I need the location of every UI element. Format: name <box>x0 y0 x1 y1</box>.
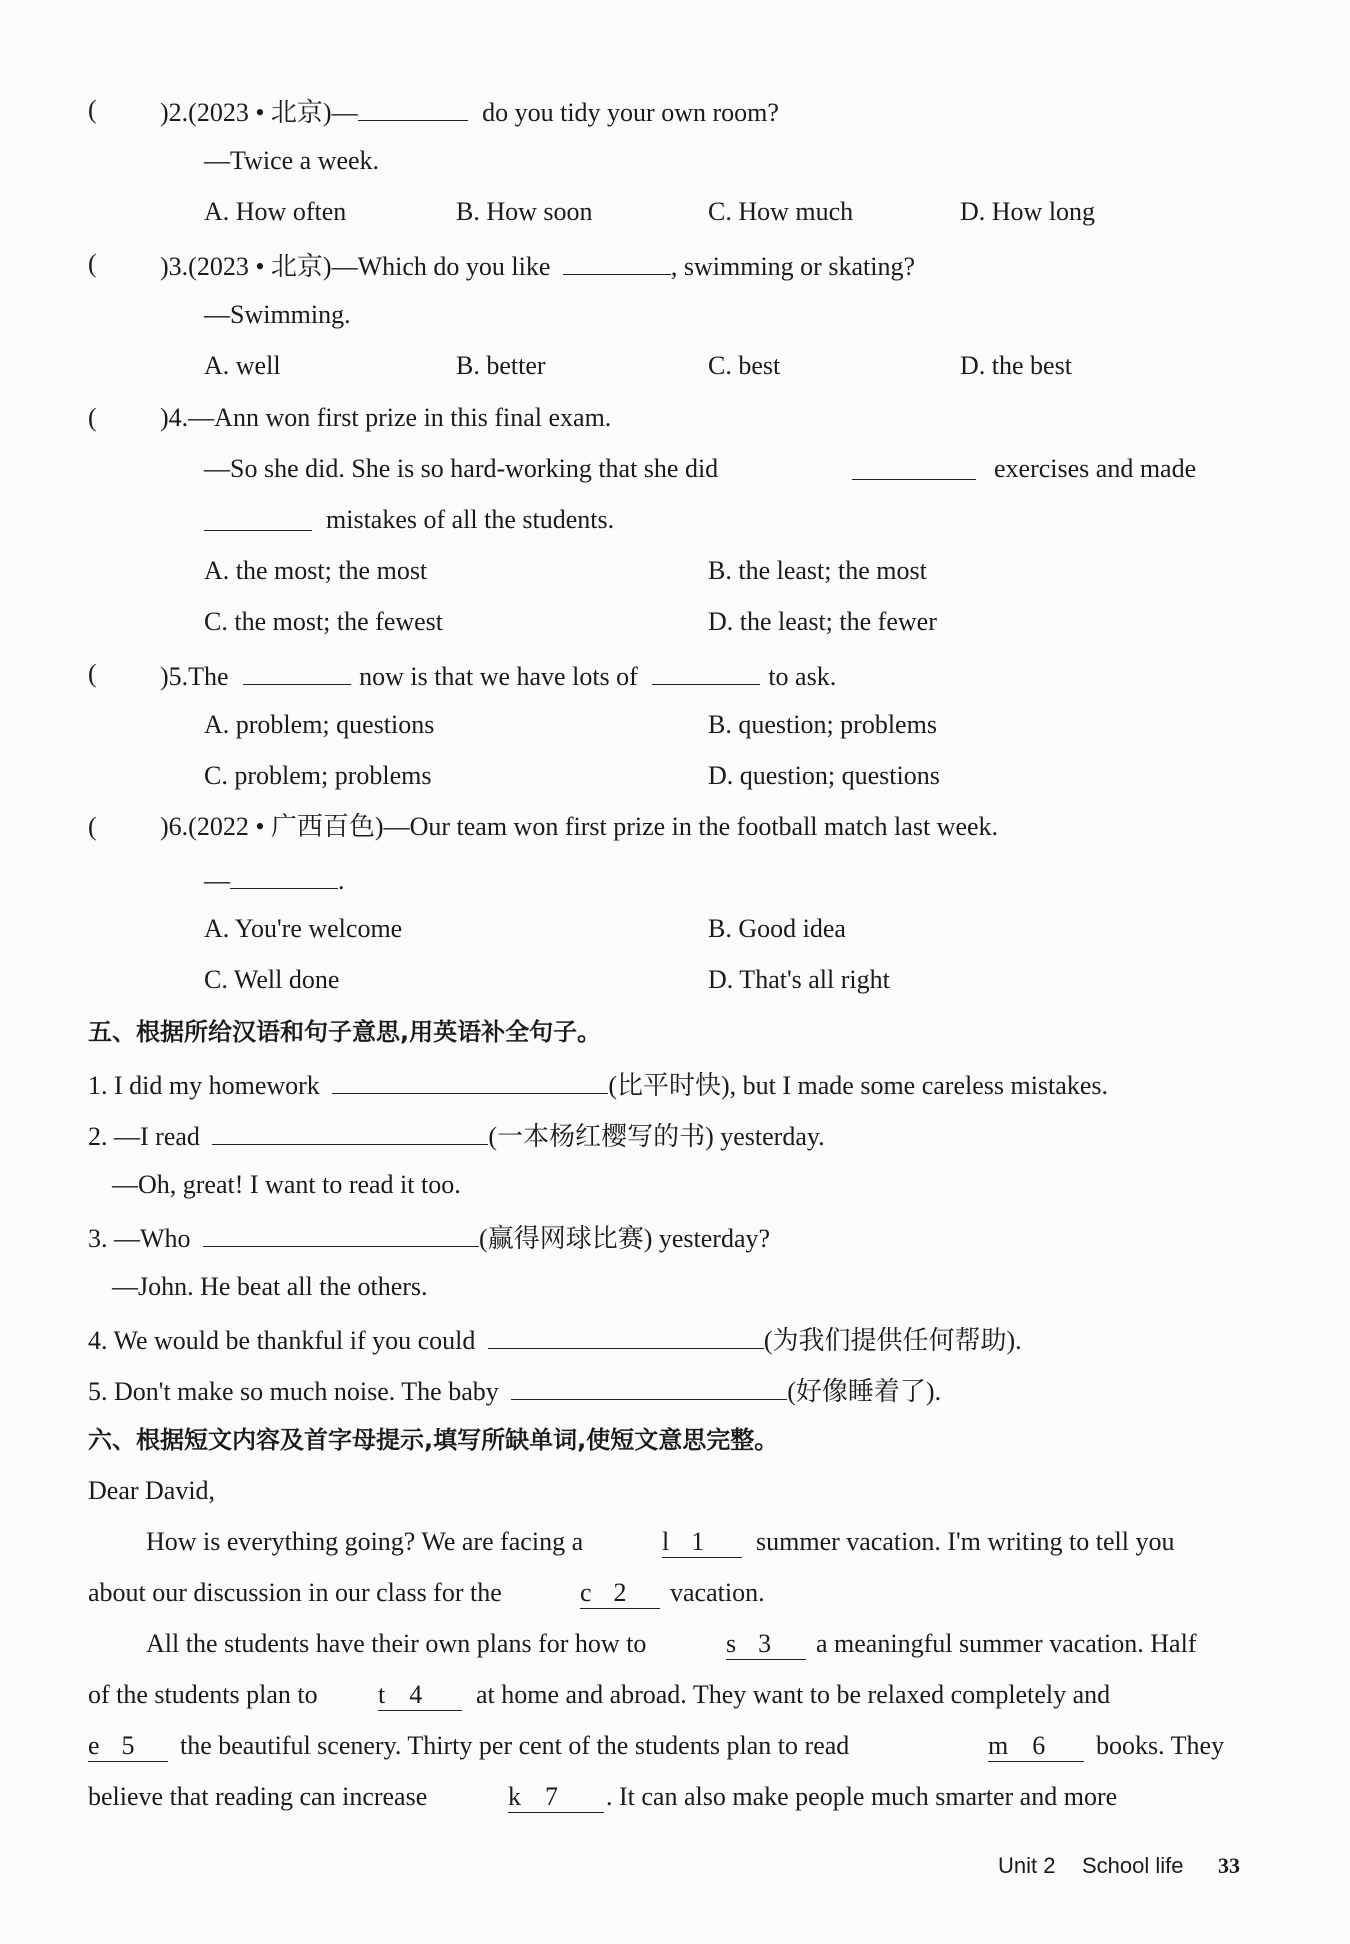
section-5-item-1: 1. I did my homework (比平时快), but I made some careless mistakes. <box>0 1063 1350 1103</box>
option-d[interactable]: D. question; questions <box>708 761 940 790</box>
question-4-reply: —So she did. She is so hard-working that she did exercises and made <box>0 449 1350 489</box>
option-d[interactable]: D. How long <box>960 197 1096 226</box>
option-b[interactable]: B. Good idea <box>708 914 846 943</box>
question-6-reply: — . <box>0 858 1350 898</box>
passage-line-5: e 5 the beautiful scenery. Thirty per cent of the students plan to read m 6 books. They <box>88 1731 1225 1760</box>
option-a[interactable]: A. problem; questions <box>204 710 435 739</box>
answer-blank[interactable] <box>204 500 312 531</box>
option-b[interactable]: B. better <box>456 351 546 380</box>
answer-blank-4[interactable]: t 4 <box>378 1680 462 1711</box>
question-2-options <box>0 192 1350 232</box>
option-b[interactable]: B. How soon <box>456 197 593 226</box>
question-3-options <box>0 346 1350 386</box>
question-5-options-cd <box>0 756 1350 796</box>
option-a[interactable]: A. well <box>204 351 281 380</box>
section-5-heading: 五、根据所给汉语和句子意思,用英语补全句子。 <box>88 1018 602 1046</box>
passage-line-1: How is everything going? We are facing a l 1 summer vacation. I'm writing to tell you <box>146 1527 1175 1556</box>
option-a[interactable]: A. the most; the most <box>204 556 428 585</box>
question-6-stem: ( )6.(2022 • 广西百色)—Our team won first prize in the football match last week. <box>88 812 999 841</box>
option-c[interactable]: C. How much <box>708 197 854 226</box>
footer-title: School life <box>1082 1853 1184 1878</box>
answer-blank[interactable] <box>332 1063 608 1094</box>
option-c[interactable]: C. Well done <box>204 965 340 994</box>
footer-unit: Unit 2 <box>998 1853 1056 1878</box>
question-4-reply-cont: mistakes of all the students. <box>0 500 1350 540</box>
answer-blank-5[interactable]: e 5 <box>88 1731 168 1762</box>
option-a[interactable]: A. You're welcome <box>204 914 403 943</box>
answer-blank[interactable] <box>230 858 338 889</box>
question-6-options-ab <box>0 909 1350 949</box>
question-3-reply: —Swimming. <box>204 300 351 329</box>
option-c[interactable]: C. problem; problems <box>204 761 432 790</box>
section-5-item-2-reply: —Oh, great! I want to read it too. <box>112 1170 461 1199</box>
answer-blank[interactable] <box>203 1216 479 1247</box>
question-4-stem: ( )4.—Ann won first prize in this final exam. <box>88 403 612 432</box>
question-4-options-ab <box>0 551 1350 591</box>
question-2-reply: —Twice a week. <box>204 146 380 175</box>
option-d[interactable]: D. the least; the fewer <box>708 607 937 636</box>
question-6-options-cd <box>0 960 1350 1000</box>
passage-line-2: about our discussion in our class for the c 2 vacation. <box>88 1578 765 1607</box>
passage-line-6: believe that reading can increase k 7 . It can also make people much smarter and more <box>88 1782 1118 1811</box>
answer-blank-7[interactable]: k 7 <box>508 1782 604 1813</box>
answer-blank[interactable] <box>243 654 351 685</box>
section-6-heading: 六、根据短文内容及首字母提示,填写所缺单词,使短文意思完整。 <box>88 1426 779 1454</box>
answer-blank-2[interactable]: c 2 <box>580 1578 660 1609</box>
answer-blank[interactable] <box>852 449 976 480</box>
option-b[interactable]: B. question; problems <box>708 710 937 739</box>
option-c[interactable]: C. the most; the fewest <box>204 607 444 636</box>
letter-greeting: Dear David, <box>88 1476 216 1505</box>
section-5-item-2: 2. —I read (一本杨红樱写的书) yesterday. <box>0 1114 1350 1154</box>
question-number: )2.(2023 • 北京)— do you tidy your own room? <box>160 90 779 133</box>
section-5-item-3-reply: —John. He beat all the others. <box>112 1272 428 1301</box>
answer-blank-6[interactable]: m 6 <box>988 1731 1084 1762</box>
section-5-item-4: 4. We would be thankful if you could (为我们提供任何帮助). <box>0 1318 1350 1358</box>
answer-blank[interactable] <box>652 654 760 685</box>
question-5-options-ab <box>0 705 1350 745</box>
option-a[interactable]: A. How often <box>204 197 347 226</box>
answer-blank[interactable] <box>563 244 671 275</box>
question-4-options-cd <box>0 602 1350 642</box>
answer-blank[interactable] <box>212 1114 488 1145</box>
passage-line-4: of the students plan to t 4 at home and abroad. They want to be relaxed completely and <box>88 1680 1111 1709</box>
section-5-item-5: 5. Don't make so much noise. The baby (好像睡着了). <box>0 1369 1350 1409</box>
section-5-item-3: 3. —Who (赢得网球比赛) yesterday? <box>0 1216 1350 1256</box>
question-5-stem: ( )5.The now is that we have lots of to ask. <box>0 654 1350 694</box>
answer-blank[interactable] <box>488 1318 764 1349</box>
option-b[interactable]: B. the least; the most <box>708 556 927 585</box>
answer-blank[interactable] <box>511 1369 787 1400</box>
option-c[interactable]: C. best <box>708 351 781 380</box>
answer-blank[interactable] <box>358 90 468 121</box>
question-2-stem: ( )2.(2023 • 北京)— do you tidy your own room? <box>0 90 1350 130</box>
passage-line-3: All the students have their own plans for how to s 3 a meaningful summer vacation. Half <box>146 1629 1197 1658</box>
page-number: 33 <box>1218 1853 1240 1878</box>
question-3-stem: ( )3.(2023 • 北京)—Which do you like , swimming or skating? <box>0 244 1350 284</box>
answer-blank-3[interactable]: s 3 <box>726 1629 806 1660</box>
page-footer <box>0 1846 1350 1886</box>
option-d[interactable]: D. the best <box>960 351 1072 380</box>
option-d[interactable]: D. That's all right <box>708 965 890 994</box>
answer-blank-1[interactable]: l 1 <box>662 1527 742 1558</box>
